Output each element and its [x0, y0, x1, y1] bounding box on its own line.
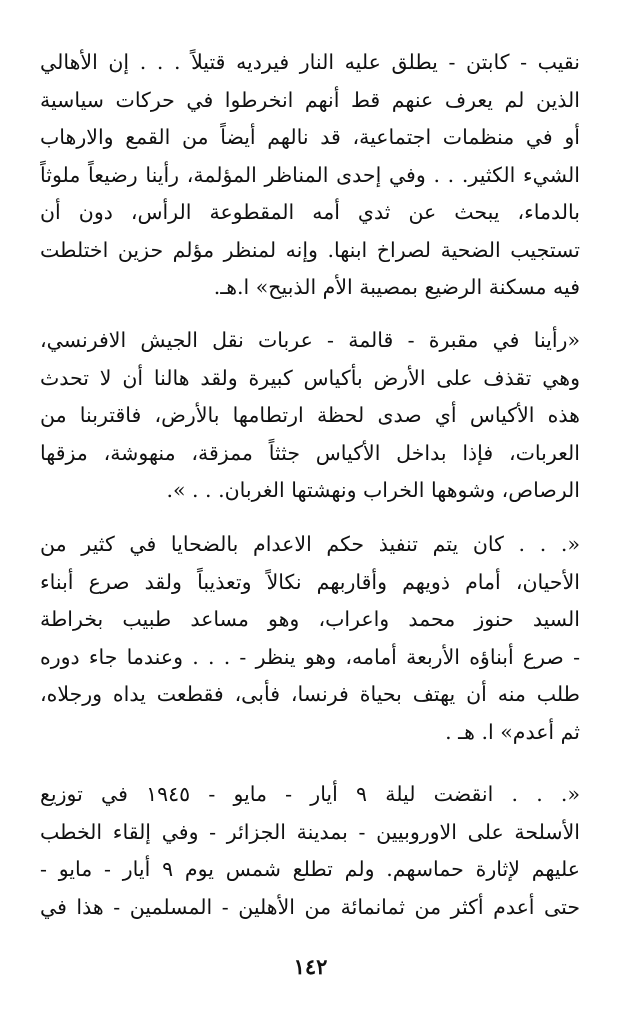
text-line: فيه مسكنة الرضيع بمصيبة الأم الذبيح» ا.هـ. — [213, 275, 580, 299]
text-line: هذه الأكياس أي صدى لحظة ارتطامها بالأرض، فاقتربنا من — [40, 403, 580, 427]
text-line: الأحيان، أمام ذويهم وأقاربهم نكالاً وتعذيباً ولقد صرع أبناء — [40, 569, 580, 594]
text-line: تستجيب الضحية لصراخ ابنها. وإنه لمنظر مؤلم حزين اختلطت — [40, 237, 580, 262]
text-line: الذين لم يعرف عنهم قط أنهم انخرطوا في حركات سياسية — [40, 87, 580, 112]
text-line: وهي تقذف على الأرض بأكياس كبيرة ولقد هالنا أن لا تحدث — [40, 365, 580, 390]
text-line: «رأينا في مقبرة - قالمة - عربات نقل الجيش الافرنسي، — [40, 328, 580, 352]
text-line: الأسلحة على الاوروبيين - بمدينة الجزائر - وفي إلقاء الخطب — [40, 819, 580, 844]
paragraph-4 — [40, 776, 580, 926]
text-line: العربات، فإذا بداخل الأكياس جثثاً ممزقة، منهوشة، مزقها — [40, 440, 580, 465]
paragraph-2 — [40, 322, 580, 510]
text-line: حتى أعدم أكثر من ثمانمائة من الأهلين - المسلمين - هذا في — [40, 894, 580, 919]
text-line: السيد حنوز محمد واعراب، وهو مساعد طبيب بخراطة — [40, 607, 580, 631]
text-line: ثم أعدم» ا. هـ . — [445, 719, 580, 744]
text-line: عليهم لإثارة حماسهم. ولم تطلع شمس يوم ٩ أيار - مايو - — [40, 857, 580, 881]
text-line: - صرع أبناؤه الأربعة أمامه، وهو ينظر - . . . وعندما جاء دوره — [40, 644, 580, 669]
text-line: بالدماء، يبحث عن ثدي أمه المقطوعة الرأس، دون أن — [40, 200, 580, 224]
page-number: ١٤٢ — [293, 954, 328, 979]
text-line: الشيء الكثير. . . وفي إحدى المناظر المؤلمة، رأينا رضيعاً ملوثاً — [40, 162, 580, 187]
text-line: الرصاص، وشوهها الخراب ونهشتها الغربان. . . ». — [166, 478, 580, 502]
text-line: أو في منظمات اجتماعية، قد نالهم أيضاً من القمع والارهاب — [40, 125, 580, 149]
paragraph-1 — [40, 44, 580, 307]
paragraph-3 — [40, 526, 580, 751]
text-line: «. . . انقضت ليلة ٩ أيار - مايو - ١٩٤٥ في توزيع — [40, 782, 580, 806]
text-line: نقيب - كابتن - يطلق عليه النار فيرديه قتيلاً . . . إن الأهالي — [40, 50, 580, 74]
text-line: «. . . كان يتم تنفيذ حكم الاعدام بالضحايا في كثير من — [40, 532, 580, 556]
text-line: طلب منه أن يهتف بحياة فرنسا، فأبى، فقطعت يداه ورجلاه، — [40, 682, 580, 706]
